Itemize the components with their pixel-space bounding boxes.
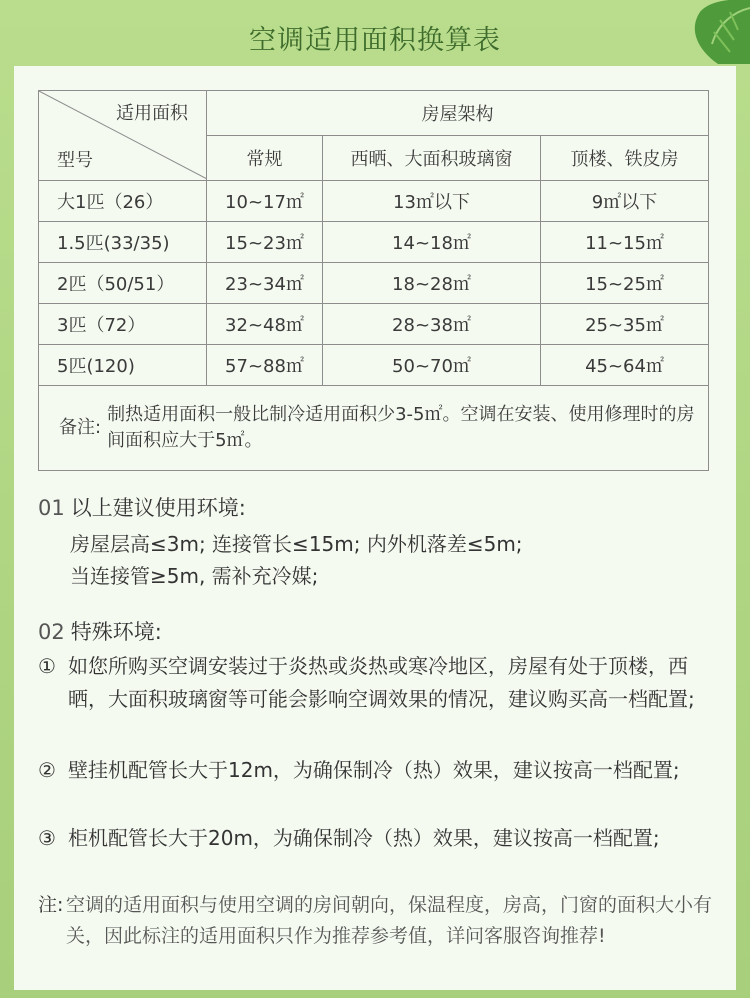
table-corner-cell	[39, 91, 207, 181]
table-row	[39, 181, 709, 222]
table-row	[39, 222, 709, 263]
page-title: 空调适用面积换算表	[249, 25, 501, 56]
area-cell: 57~88㎡	[207, 345, 323, 386]
content-card	[14, 66, 736, 990]
model-cell: 1.5匹(33/35)	[39, 222, 207, 263]
model-cell: 大1匹（26）	[39, 181, 207, 222]
column-header: 西晒、大面积玻璃窗	[323, 136, 541, 181]
table-row	[39, 304, 709, 345]
monstera-leaf-icon	[678, 0, 750, 64]
section-1-heading	[38, 492, 246, 522]
column-header: 顶楼、铁皮房	[541, 136, 709, 181]
special-item-text: 壁挂机配管长大于12m，为确保制冷（热）效果，建议按高一档配置;	[68, 758, 680, 782]
corner-label-model: 型号	[57, 150, 93, 171]
section-1-line-1: 房屋层高≤3m; 连接管长≤15m; 内外机落差≤5m;	[70, 532, 523, 556]
section-title: 特殊环境:	[70, 620, 162, 644]
circle-one-icon: ①	[38, 654, 56, 678]
table-row	[39, 345, 709, 386]
table-note	[39, 386, 709, 471]
table-row	[39, 263, 709, 304]
section-number: 02	[38, 620, 65, 644]
area-cell: 32~48㎡	[207, 304, 323, 345]
area-cell: 15~25㎡	[541, 263, 709, 304]
note-text: 制热适用面积一般比制冷适用面积少3-5㎡。空调在安装、使用修理时的房间面积应大于5㎡。	[107, 404, 695, 451]
section-title: 以上建议使用环境:	[70, 496, 246, 520]
section-1-line-2: 当连接管≥5m, 需补充冷媒;	[70, 564, 319, 588]
column-header: 常规	[207, 136, 323, 181]
area-cell: 15~23㎡	[207, 222, 323, 263]
area-cell: 28~38㎡	[323, 304, 541, 345]
corner-label-area: 适用面积	[116, 103, 188, 124]
area-cell: 45~64㎡	[541, 345, 709, 386]
area-cell: 23~34㎡	[207, 263, 323, 304]
footer-note	[38, 890, 714, 952]
area-cell: 10~17㎡	[207, 181, 323, 222]
special-item-2	[38, 754, 714, 787]
group-header: 房屋架构	[207, 91, 709, 136]
special-item-3	[38, 822, 714, 855]
model-cell: 3匹（72）	[39, 304, 207, 345]
special-item-text: 柜机配管长大于20m，为确保制冷（热）效果，建议按高一档配置;	[68, 826, 660, 850]
footer-text: 空调的适用面积与使用空调的房间朝向，保温程度，房高，门窗的面积大小有关，因此标注的适用面积只作为推荐参考值，详问客服咨询推荐!	[66, 894, 713, 947]
area-cell: 9㎡以下	[541, 181, 709, 222]
special-item-text: 如您所购买空调安装过于炎热或炎热或寒冷地区，房屋有处于顶楼，西晒，大面积玻璃窗等可能会影响空调效果的情况，建议购买高一档配置;	[68, 654, 695, 711]
model-cell: 5匹(120)	[39, 345, 207, 386]
area-cell: 18~28㎡	[323, 263, 541, 304]
area-conversion-table	[38, 90, 709, 471]
area-cell: 13㎡以下	[323, 181, 541, 222]
area-cell: 25~35㎡	[541, 304, 709, 345]
circle-three-icon: ③	[38, 826, 56, 850]
circle-two-icon: ②	[38, 758, 56, 782]
area-cell: 14~18㎡	[323, 222, 541, 263]
note-label: 备注:	[59, 417, 102, 438]
special-item-1	[38, 650, 714, 716]
section-number: 01	[38, 496, 65, 520]
model-cell: 2匹（50/51）	[39, 263, 207, 304]
area-cell: 11~15㎡	[541, 222, 709, 263]
section-2-heading	[38, 616, 162, 646]
footer-marker: 注:	[38, 894, 64, 916]
area-cell: 50~70㎡	[323, 345, 541, 386]
